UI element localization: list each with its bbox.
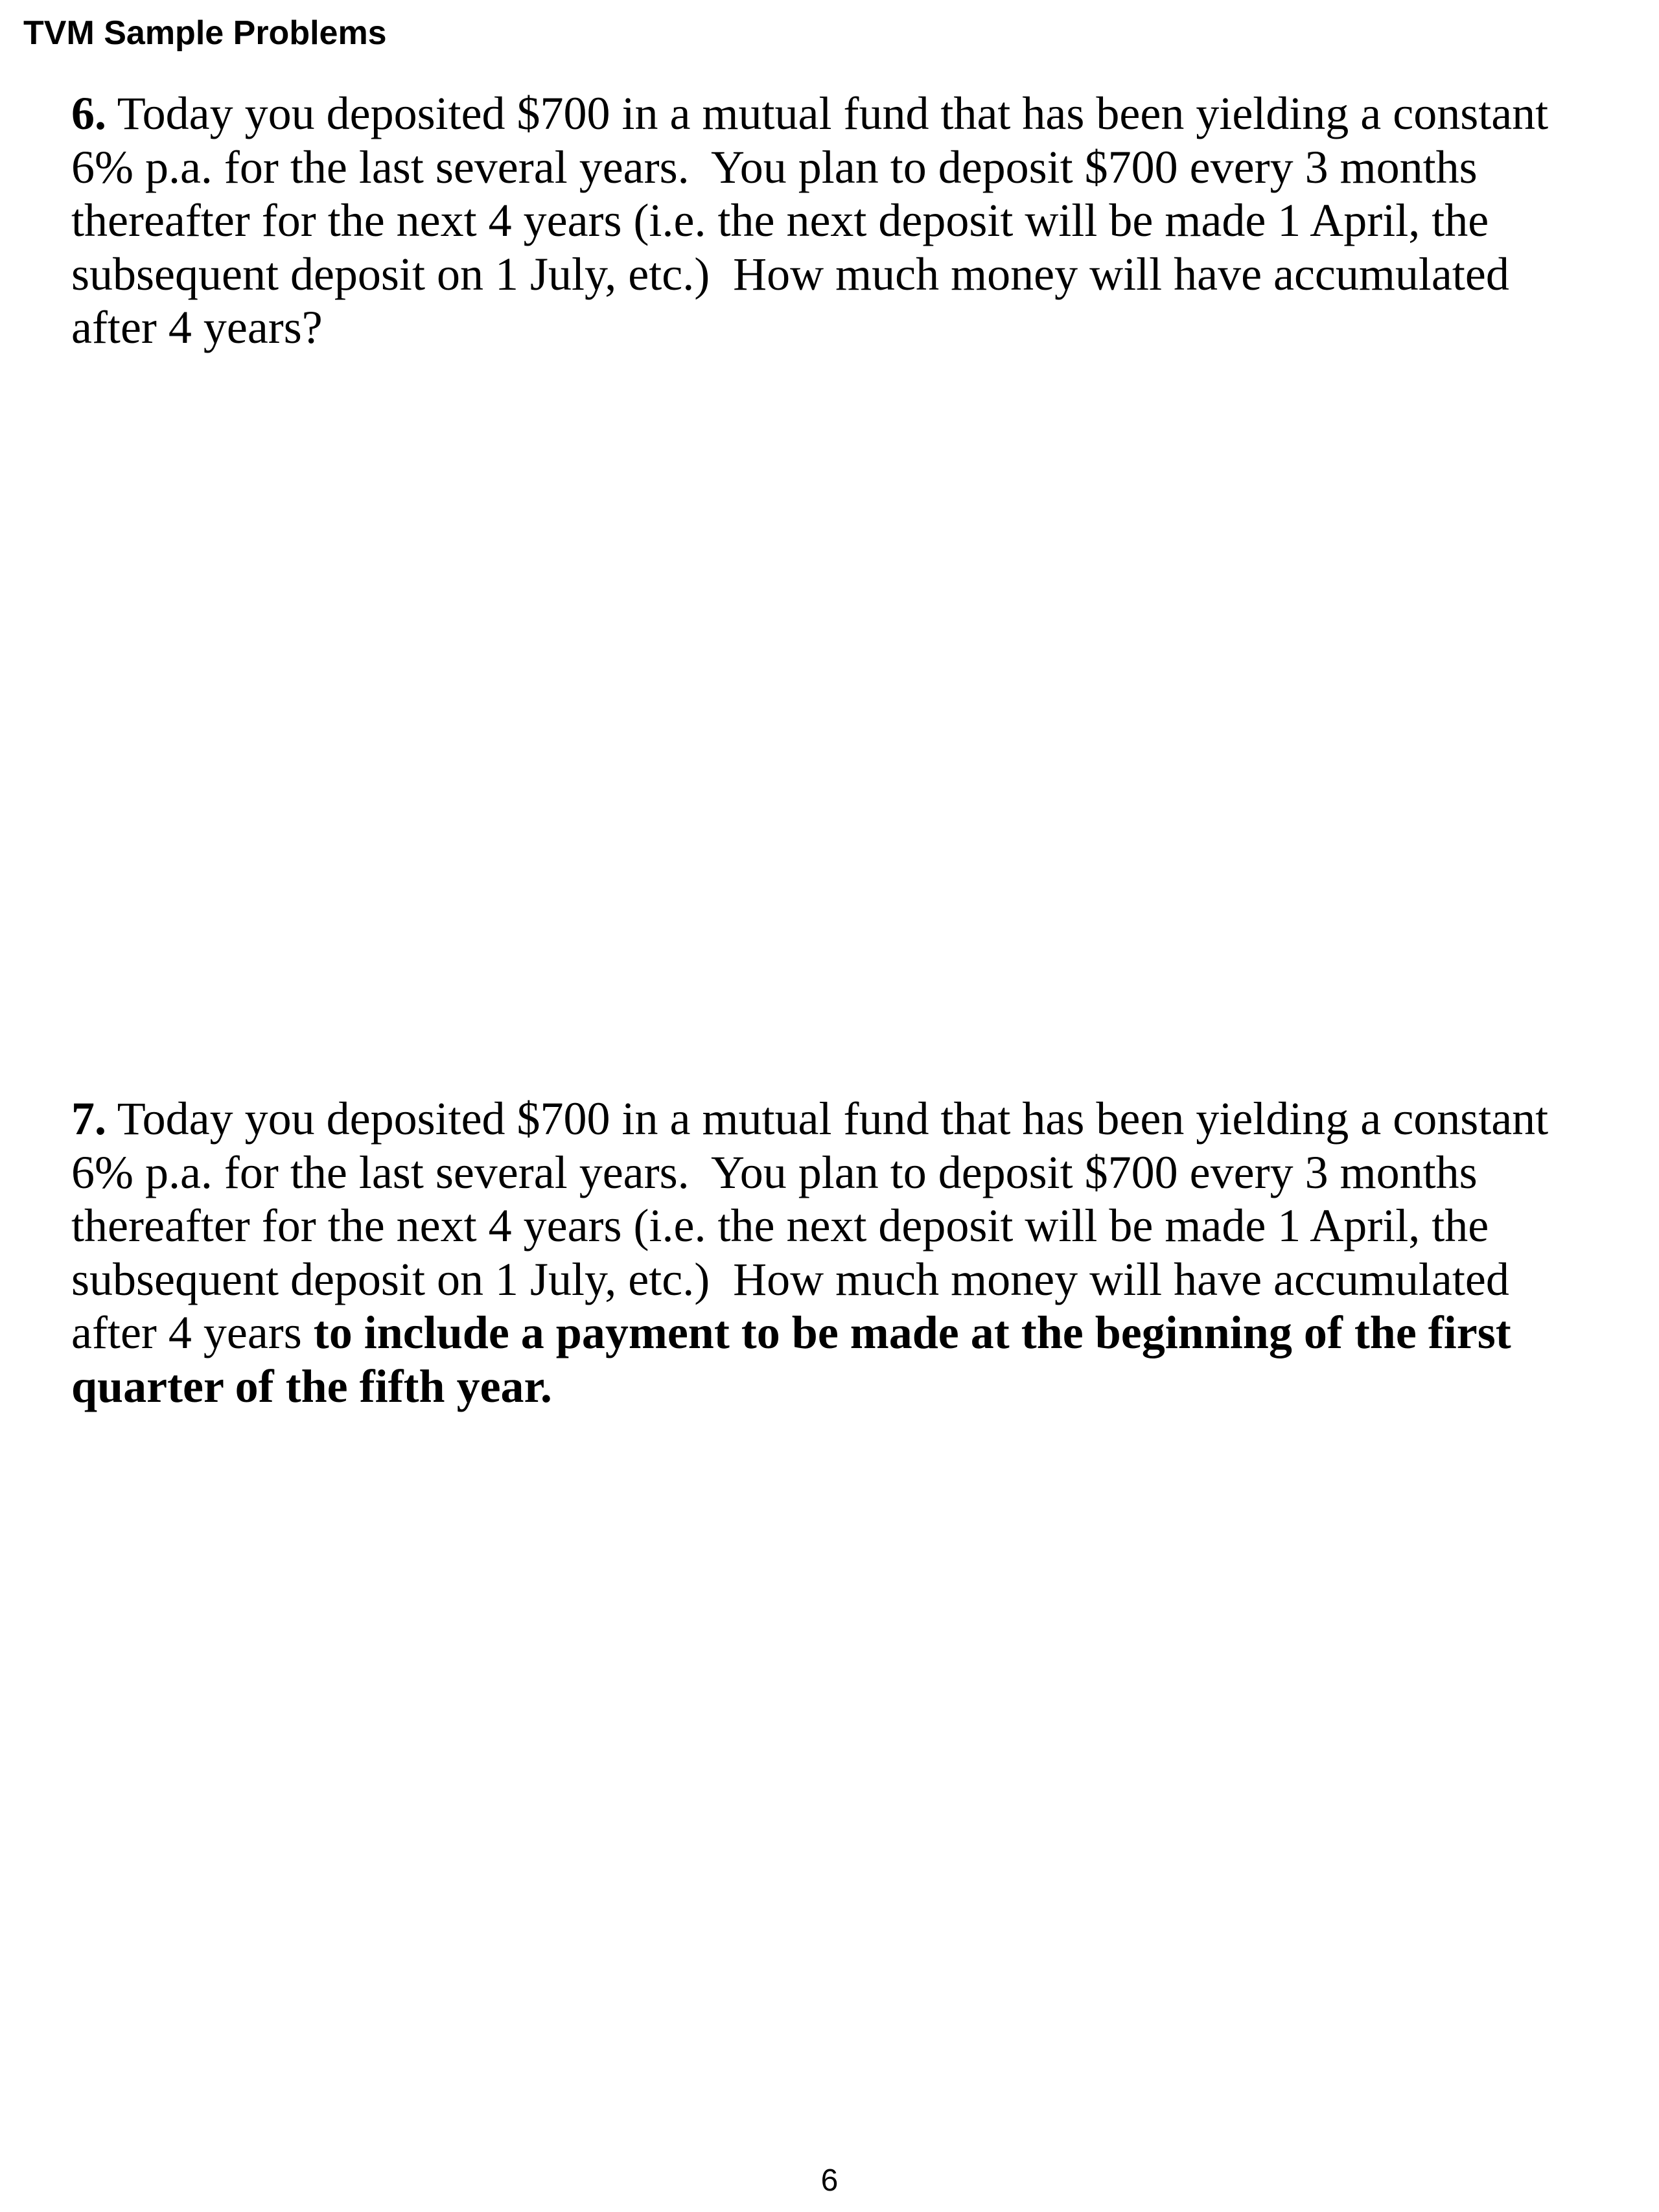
problem-line: 6% p.a. for the last several years. You plan to deposit $700 every 3 months bbox=[71, 1146, 1478, 1198]
problem-text: Today you deposited $700 in a mutual fund that has been yielding a constant bbox=[106, 1093, 1549, 1145]
problem-number: 7. bbox=[71, 1093, 106, 1145]
problem-line bbox=[71, 87, 1653, 141]
problem-7 bbox=[71, 1092, 1653, 1413]
problem-line: after 4 years? bbox=[71, 301, 323, 353]
problem-line bbox=[71, 1306, 1653, 1360]
problem-line: thereafter for the next 4 years (i.e. the next deposit will be made 1 April, the bbox=[71, 1200, 1489, 1252]
problem-6 bbox=[71, 87, 1653, 355]
page-number: 6 bbox=[820, 2163, 839, 2198]
problem-line: thereafter for the next 4 years (i.e. the next deposit will be made 1 April, the bbox=[71, 194, 1489, 246]
page-header-title: TVM Sample Problems bbox=[23, 14, 387, 52]
problem-text: Today you deposited $700 in a mutual fund that has been yielding a constant bbox=[106, 87, 1549, 139]
problem-line bbox=[71, 1092, 1653, 1146]
problem-number: 6. bbox=[71, 87, 106, 139]
problem-text: after 4 years bbox=[71, 1307, 314, 1358]
problem-emphasis-text: to include a payment to be made at the beginning of the first bbox=[313, 1307, 1511, 1358]
problem-line: subsequent deposit on 1 July, etc.) How much money will have accumulated bbox=[71, 248, 1509, 300]
problem-line: 6% p.a. for the last several years. You plan to deposit $700 every 3 months bbox=[71, 141, 1478, 193]
problem-emphasis-line: quarter of the fifth year. bbox=[71, 1360, 552, 1412]
problem-line: subsequent deposit on 1 July, etc.) How much money will have accumulated bbox=[71, 1253, 1509, 1305]
